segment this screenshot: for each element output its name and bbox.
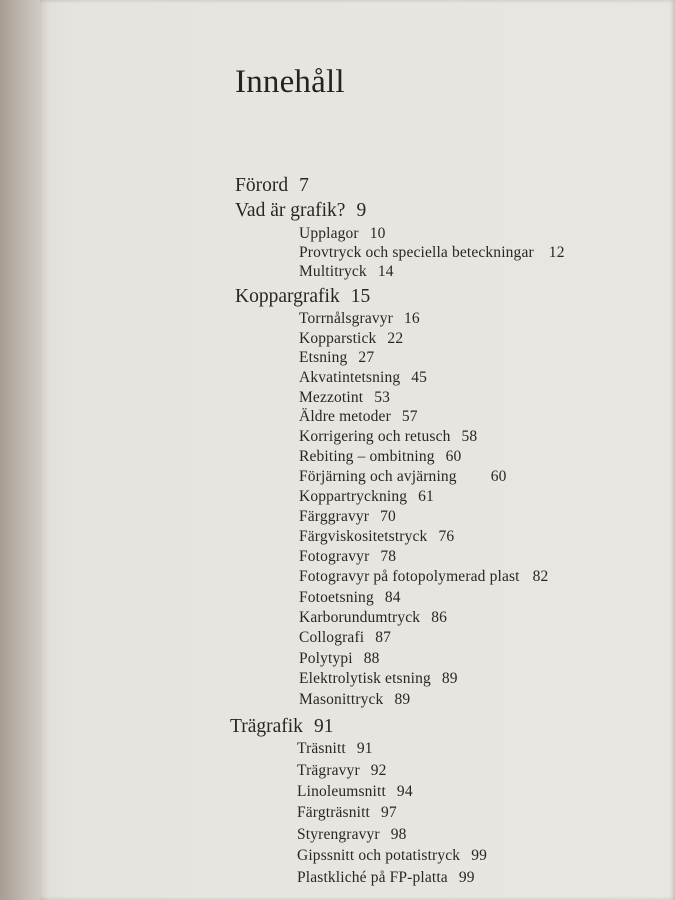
toc-page-number: 16 <box>403 310 420 327</box>
toc-entry <box>299 408 418 426</box>
toc-entry <box>299 263 394 281</box>
toc-entry <box>299 330 403 348</box>
toc-entry-title: Plastkliché på FP-platta <box>297 869 448 886</box>
toc-entry-title: Linoleumsnitt <box>297 783 386 800</box>
page-title: Innehåll <box>235 64 345 100</box>
toc-page-number: 89 <box>441 670 458 687</box>
toc-chapter-koppargrafik <box>235 286 370 308</box>
toc-page-number: 78 <box>380 548 397 565</box>
toc-entry-title: Upplagor <box>299 225 359 242</box>
toc-chapter-title: Vad är grafik? <box>235 200 346 221</box>
toc-entry <box>297 869 475 887</box>
toc-entry-title: Koppartryckning <box>299 488 408 505</box>
toc-entry-title: Träsnitt <box>297 740 346 757</box>
toc-entry <box>299 691 410 709</box>
toc-entry <box>297 783 413 801</box>
toc-page-number: 98 <box>390 826 407 843</box>
toc-page-number: 15 <box>350 286 371 307</box>
toc-entry-title: Elektrolytisk etsning <box>299 670 431 687</box>
toc-page-number: 89 <box>394 691 411 708</box>
toc-entry <box>299 528 454 546</box>
toc-page-number: 58 <box>461 428 478 445</box>
toc-chapter-title: Förord <box>235 175 289 196</box>
toc-entry <box>299 244 565 262</box>
toc-page-number: 70 <box>380 508 396 525</box>
toc-page-number: 94 <box>396 783 413 800</box>
toc-entry <box>297 762 387 780</box>
toc-entry-title: Fotogravyr på fotopolymerad plast <box>299 568 520 585</box>
toc-chapter-vad-ar-grafik <box>235 200 366 222</box>
toc-entry-title: Mezzotint <box>299 389 364 406</box>
toc-entry-title: Kopparstick <box>299 330 377 347</box>
toc-entry-title: Masonittryck <box>299 691 384 708</box>
toc-entry-title: Multitryck <box>299 263 367 280</box>
toc-entry-title: Trägravyr <box>297 762 360 779</box>
toc-entry <box>299 369 427 387</box>
toc-chapter-tragrafik <box>230 716 333 738</box>
toc-page-number: 53 <box>374 389 391 406</box>
toc-entry <box>299 609 447 627</box>
toc-entry-title: Förjärning och avjärning <box>299 468 457 485</box>
toc-entry-title: Färgträsnitt <box>297 804 370 821</box>
toc-entry-title: Karborundumtryck <box>299 609 421 626</box>
toc-entry <box>299 448 461 466</box>
toc-entry-title: Färgviskositetstryck <box>299 528 428 545</box>
toc-page-number: 60 <box>490 468 507 485</box>
toc-page-number: 91 <box>313 716 334 737</box>
toc-entry <box>299 225 386 243</box>
toc-entry <box>297 740 373 758</box>
toc-chapter-title: Trägrafik <box>230 716 303 737</box>
toc-page-number: 91 <box>356 740 373 757</box>
toc-entry <box>299 629 391 647</box>
toc-entry <box>299 568 548 586</box>
toc-entry-title: Fotogravyr <box>299 548 370 565</box>
toc-entry <box>299 349 374 367</box>
toc-page-number: 14 <box>377 263 394 280</box>
toc-page-number: 82 <box>532 568 549 585</box>
toc-entry <box>299 428 477 446</box>
toc-page-number: 60 <box>445 448 462 465</box>
toc-page-number: 99 <box>471 847 488 864</box>
toc-page-number: 86 <box>431 609 448 626</box>
toc-page-number: 92 <box>370 762 387 779</box>
toc-entry-title: Färggravyr <box>299 508 370 525</box>
toc-entry <box>297 826 407 844</box>
toc-entry <box>299 650 380 668</box>
toc-page-number: 61 <box>418 488 434 505</box>
toc-entry <box>299 389 390 407</box>
toc-entry <box>299 488 434 506</box>
toc-page-number: 10 <box>369 225 386 242</box>
toc-page-number: 57 <box>401 408 418 425</box>
toc-page-number: 9 <box>356 200 367 221</box>
toc-entry <box>299 670 458 688</box>
toc-entry <box>299 548 396 566</box>
toc-entry-title: Torrnålsgravyr <box>299 310 393 327</box>
toc-page-number: 88 <box>363 650 380 667</box>
toc-entry <box>297 804 397 822</box>
toc-chapter-title: Koppargrafik <box>235 286 340 307</box>
toc-entry-title: Fotoetsning <box>299 589 374 606</box>
toc-chapter-forord <box>235 175 309 197</box>
toc-page-number: 45 <box>411 369 428 386</box>
toc-page-number: 97 <box>380 804 397 821</box>
toc-entry-title: Gipssnitt och potatistryck <box>297 847 461 864</box>
toc-entry-title: Provtryck och speciella beteckningar <box>299 244 534 261</box>
toc-page-number: 84 <box>384 589 401 606</box>
toc-entry-title: Rebiting – ombitning <box>299 448 435 465</box>
toc-entry-title: Styrengravyr <box>297 826 380 843</box>
toc-entry <box>299 589 401 607</box>
toc-page-number: 7 <box>299 175 309 196</box>
toc-entry <box>299 310 420 328</box>
toc-entry-title: Etsning <box>299 349 348 366</box>
toc-page-number: 27 <box>358 349 375 366</box>
toc-entry-title: Korrigering och retusch <box>299 428 451 445</box>
toc-entry-title: Polytypi <box>299 650 353 667</box>
toc-entry-title: Äldre metoder <box>299 408 391 425</box>
toc-page-number: 22 <box>387 330 404 347</box>
toc-entry <box>297 847 487 865</box>
toc-page-number: 12 <box>548 244 565 261</box>
toc-page-number: 99 <box>458 869 475 886</box>
toc-page-number: 76 <box>438 528 455 545</box>
toc-entry <box>299 468 507 486</box>
toc-entry-title: Collografi <box>299 629 365 646</box>
toc-entry <box>299 508 396 526</box>
toc-entry-title: Akvatintetsning <box>299 369 401 386</box>
toc-page-number: 87 <box>375 629 392 646</box>
